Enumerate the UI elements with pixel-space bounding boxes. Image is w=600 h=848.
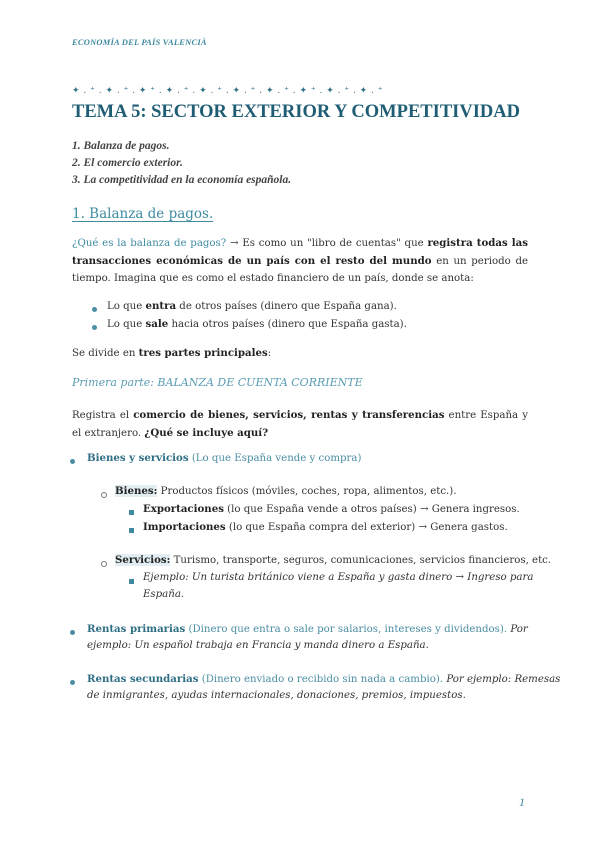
item-label: Servicios: [115,554,171,566]
page-number: 1 [519,795,525,809]
intro-bold: registra todas las transacciones económicas de un país con el resto del mundo [72,237,529,267]
item-label: Rentas primarias [87,623,186,635]
item-text: (lo que España vende a otros países) → Genera ingresos. [223,504,520,515]
bullet-text: de otros países (dinero que España gana). [176,301,397,312]
desc-bold: comercio de bienes, servicios, rentas y transferencias [133,409,445,421]
desc-question: ¿Qué se incluye aquí? [144,426,269,439]
bullet-text: hacia otros países (dinero que España gasta). [168,319,407,330]
list-item [115,554,551,566]
item-label: Bienes y servicios [87,452,189,464]
item-label: Bienes: [115,485,158,497]
list-item [115,485,457,497]
item-example: Por ejemplo: Remesas [446,674,561,685]
intro-paragraph [72,235,528,288]
divide-paragraph [72,347,271,359]
bullet-dot [92,325,97,330]
bullet-square [129,528,134,533]
running-header: ECONOMÍA DEL PAÍS VALENCIÀ [72,37,207,47]
decorative-divider: ✦ . ⁺ . ✦ . ⁺ . ✦ ⁺ . ✦ . ⁺ . ✦ . ⁺ . ✦ . ⁺ . ✦ . ⁺ . ✦ ⁺ . ✦ . ⁺ . ✦ . ⁺ [72,86,384,96]
toc-item: 3. La competitividad en la economía española. [72,174,292,186]
item-example: Por [510,624,528,635]
bullet-ring [101,492,107,498]
bullet-ring [101,561,107,567]
intro-text: → Es como un "libro de cuentas" que [226,238,428,249]
item-label: Exportaciones [143,503,224,515]
toc-item: 2. El comercio exterior. [72,157,183,169]
item-note: (Dinero que entra o sale por salarios, intereses y dividendos). [185,624,511,635]
example-line: Ejemplo: Un turista británico viene a España y gasta dinero → Ingreso para [143,572,534,583]
table-of-contents [72,138,291,189]
subsection-heading: Primera parte: BALANZA DE CUENTA CORRIENTE [72,376,363,389]
bullet-square [129,510,134,515]
desc-text: entre España y el extranjero. [72,410,528,439]
bullet-dot [70,630,75,635]
item-label: Importaciones [143,521,226,533]
bullet-dot [70,680,75,685]
divide-text: : [267,348,272,359]
item-label: Rentas secundarias [87,673,199,685]
bullet-bold: entra [145,300,177,312]
bullet-square [129,579,134,584]
list-item [87,623,528,635]
item-text: (lo que España compra del exterior) → Genera gastos. [225,522,508,533]
divide-bold: tres partes principales [138,347,268,359]
list-item [107,318,407,330]
item-note: (Lo que España vende y compra) [188,453,362,464]
intro-rest: en un periodo de tiempo. Imagina que es como el estado financiero de un país, donde se anota: [72,255,528,284]
item-note: (Dinero enviado o recibido sin nada a cambio). [198,674,447,685]
list-item [107,300,397,312]
page-title: TEMA 5: SECTOR EXTERIOR Y COMPETITIVIDAD [72,102,521,122]
part1-description [72,407,528,442]
divide-text: Se divide en [72,348,139,359]
bullet-text: Lo que [107,301,146,312]
item-text: Turismo, transporte, seguros, comunicaciones, servicios financieros, etc. [170,555,552,566]
example-line: España. [143,589,185,600]
desc-text: Registra el [72,410,134,421]
intro-question: ¿Qué es la balanza de pagos? [72,238,227,249]
list-item [143,503,520,515]
bullet-dot [92,307,97,312]
list-item [87,673,560,685]
example-line: de inmigrantes, ayudas internacionales, donaciones, premios, impuestos. [87,690,466,701]
list-item [87,452,361,464]
list-item [143,521,508,533]
section-heading: 1. Balanza de pagos. [72,206,214,222]
item-text: Productos físicos (móviles, coches, ropa, alimentos, etc.). [157,486,457,497]
example-line: ejemplo: Un español trabaja en Francia y manda dinero a España. [87,640,429,651]
toc-item: 1. Balanza de pagos. [72,140,170,152]
bullet-dot [70,459,75,464]
bullet-text: Lo que [107,319,146,330]
bullet-bold: sale [145,318,169,330]
